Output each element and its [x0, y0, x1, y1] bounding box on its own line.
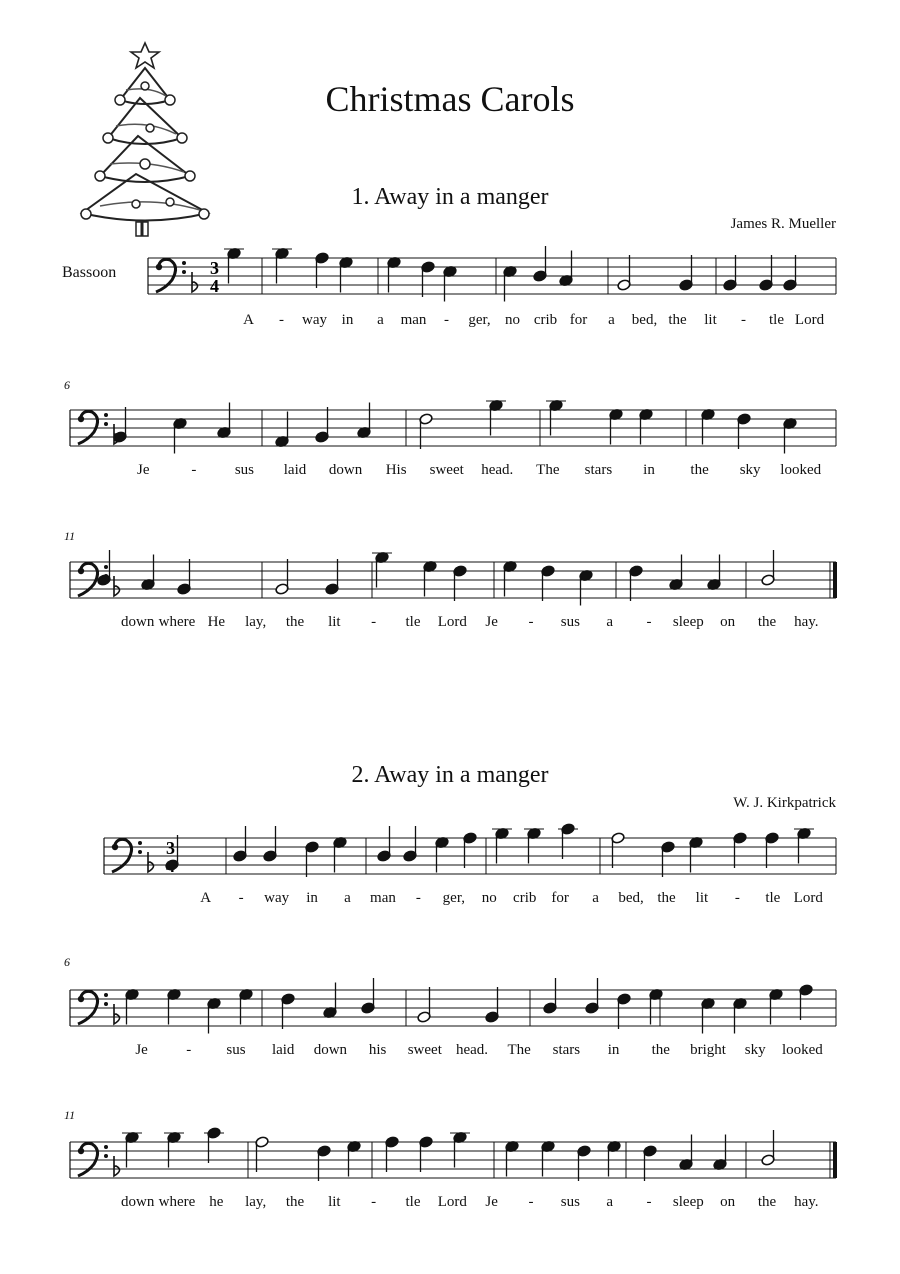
lyric-syllable: a: [377, 312, 384, 328]
lyric-syllable: -: [528, 614, 534, 630]
lyric-syllable: Lord: [793, 890, 823, 906]
measure-number: 6: [64, 378, 70, 392]
clef-dot: [182, 270, 186, 274]
lyric-syllable: hay.: [794, 614, 819, 630]
lyric-syllable: -: [528, 1194, 534, 1210]
lyric-syllable: laid: [271, 1042, 295, 1058]
lyric-syllable: bright: [690, 1042, 726, 1058]
final-barline: [833, 562, 837, 598]
lyric-syllable: tle: [405, 1194, 421, 1210]
composer: James R. Mueller: [730, 216, 836, 232]
lyric-syllable: a: [608, 312, 615, 328]
lyric-syllable: tle: [765, 890, 781, 906]
lyric-syllable: the: [757, 1194, 777, 1210]
lyric-syllable: sweet: [429, 462, 464, 478]
clef-dot: [104, 993, 108, 997]
measure-number: 11: [64, 1108, 76, 1122]
lyric-syllable: Lord: [794, 312, 825, 328]
clef-dot: [138, 850, 142, 854]
lyric-syllable: His: [385, 462, 407, 478]
clef-dot: [104, 1002, 108, 1006]
lyric-syllable: man: [400, 312, 427, 328]
composer: W. J. Kirkpatrick: [733, 795, 836, 811]
flat-icon: [148, 852, 154, 872]
lyric-syllable: way: [302, 312, 327, 328]
lyric-syllable: way: [264, 890, 290, 906]
lyric-syllable: he: [209, 1194, 224, 1210]
lyric-syllable: -: [741, 312, 746, 328]
lyric-syllable: sleep: [672, 1194, 704, 1210]
lyric-syllable: in: [341, 312, 354, 328]
lyric-syllable: -: [279, 312, 284, 328]
lyric-syllable: the: [285, 1194, 305, 1210]
lyric-syllable: where: [158, 1194, 196, 1210]
measure-number: 11: [64, 529, 76, 543]
lyric-syllable: -: [646, 1194, 652, 1210]
lyric-syllable: sus: [234, 462, 255, 478]
lyric-syllable: for: [569, 312, 588, 328]
page-title: Christmas Carols: [325, 79, 575, 119]
lyric-syllable: his: [368, 1042, 387, 1058]
lyric-syllable: down: [120, 1194, 155, 1210]
lyric-syllable: lit: [704, 312, 717, 328]
lyric-syllable: in: [643, 462, 655, 478]
clef-dot: [104, 413, 108, 417]
lyric-syllable: where: [158, 614, 196, 630]
lyric-syllable: Je: [135, 1042, 148, 1058]
lyric-syllable: The: [507, 1042, 531, 1058]
time-signature-top: 3: [166, 838, 175, 858]
lyric-syllable: sus: [560, 614, 580, 630]
lyric-syllable: lit: [695, 890, 709, 906]
lyric-syllable: A: [243, 312, 254, 328]
flat-icon: [114, 1156, 120, 1176]
lyric-syllable: the: [690, 462, 709, 478]
lyric-syllable: lit: [328, 614, 341, 630]
lyric-syllable: stars: [584, 462, 613, 478]
final-barline: [833, 1142, 837, 1178]
instrument-label: Bassoon: [62, 264, 117, 281]
song-title: 2. Away in a manger: [351, 762, 549, 788]
lyric-syllable: He: [207, 614, 226, 630]
lyric-syllable: lay,: [245, 614, 267, 630]
lyric-syllable: ger,: [442, 890, 465, 906]
lyric-syllable: Je: [137, 462, 150, 478]
lyric-syllable: a: [606, 614, 613, 630]
lyric-syllable: tle: [405, 614, 421, 630]
clef-dot: [138, 841, 142, 845]
lyric-syllable: sus: [560, 1194, 580, 1210]
lyric-syllable: head.: [455, 1042, 489, 1058]
lyric-syllable: bed,: [618, 890, 644, 906]
lyric-syllable: looked: [781, 1042, 823, 1058]
lyric-syllable: sleep: [672, 614, 704, 630]
lyric-syllable: looked: [780, 462, 822, 478]
lyric-syllable: -: [734, 890, 740, 906]
lyric-syllable: Je: [485, 1194, 498, 1210]
lyric-syllable: lay,: [245, 1194, 267, 1210]
clef-dot: [182, 261, 186, 265]
lyric-syllable: hay.: [794, 1194, 819, 1210]
lyric-syllable: crib: [533, 312, 558, 328]
lyric-syllable: a: [606, 1194, 613, 1210]
lyric-syllable: for: [551, 890, 569, 906]
lyric-syllable: the: [657, 890, 676, 906]
flat-icon: [192, 272, 198, 292]
lyric-syllable: laid: [283, 462, 307, 478]
clef-dot: [104, 1154, 108, 1158]
lyric-syllable: crib: [513, 890, 537, 906]
lyric-syllable: on: [720, 614, 736, 630]
lyric-syllable: bed,: [631, 312, 658, 328]
lyric-syllable: -: [191, 462, 197, 478]
lyric-syllable: -: [371, 1194, 377, 1210]
lyric-syllable: The: [536, 462, 560, 478]
time-signature-top: 3: [210, 258, 219, 278]
lyric-syllable: -: [238, 890, 244, 906]
time-signature-bottom: 4: [210, 276, 219, 296]
lyric-syllable: stars: [552, 1042, 581, 1058]
lyric-syllable: sweet: [407, 1042, 442, 1058]
lyric-syllable: in: [607, 1042, 620, 1058]
lyric-syllable: the: [668, 312, 687, 328]
lyric-syllable: the: [757, 614, 777, 630]
clef-dot: [104, 565, 108, 569]
lyric-syllable: head.: [481, 462, 514, 478]
lyric-syllable: tle: [769, 312, 784, 328]
lyric-syllable: down: [313, 1042, 348, 1058]
flat-icon: [114, 1004, 120, 1024]
lyric-syllable: A: [200, 890, 212, 906]
lyric-syllable: down: [328, 462, 363, 478]
lyric-syllable: sky: [739, 462, 761, 478]
lyric-syllable: Je: [485, 614, 498, 630]
lyric-syllable: -: [444, 312, 449, 328]
lyric-syllable: down: [120, 614, 155, 630]
lyric-syllable: -: [371, 614, 377, 630]
lyric-syllable: -: [646, 614, 652, 630]
measure-number: 6: [64, 955, 70, 969]
lyric-syllable: no: [481, 890, 497, 906]
clef-dot: [104, 422, 108, 426]
song-title: 1. Away in a manger: [351, 184, 549, 210]
lyric-syllable: sus: [226, 1042, 246, 1058]
flat-icon: [114, 576, 120, 596]
lyric-syllable: lit: [328, 1194, 341, 1210]
lyric-syllable: a: [344, 890, 351, 906]
lyric-syllable: -: [186, 1042, 192, 1058]
lyric-syllable: ger,: [468, 312, 491, 328]
lyric-syllable: the: [651, 1042, 670, 1058]
lyric-syllable: Lord: [437, 614, 467, 630]
lyric-syllable: -: [415, 890, 421, 906]
lyric-syllable: sky: [744, 1042, 766, 1058]
lyric-syllable: a: [592, 890, 599, 906]
lyric-syllable: no: [505, 312, 520, 328]
lyric-syllable: man: [370, 890, 396, 906]
lyric-syllable: on: [720, 1194, 736, 1210]
lyric-syllable: Lord: [437, 1194, 467, 1210]
clef-dot: [104, 1145, 108, 1149]
lyric-syllable: in: [306, 890, 318, 906]
lyric-syllable: the: [285, 614, 305, 630]
